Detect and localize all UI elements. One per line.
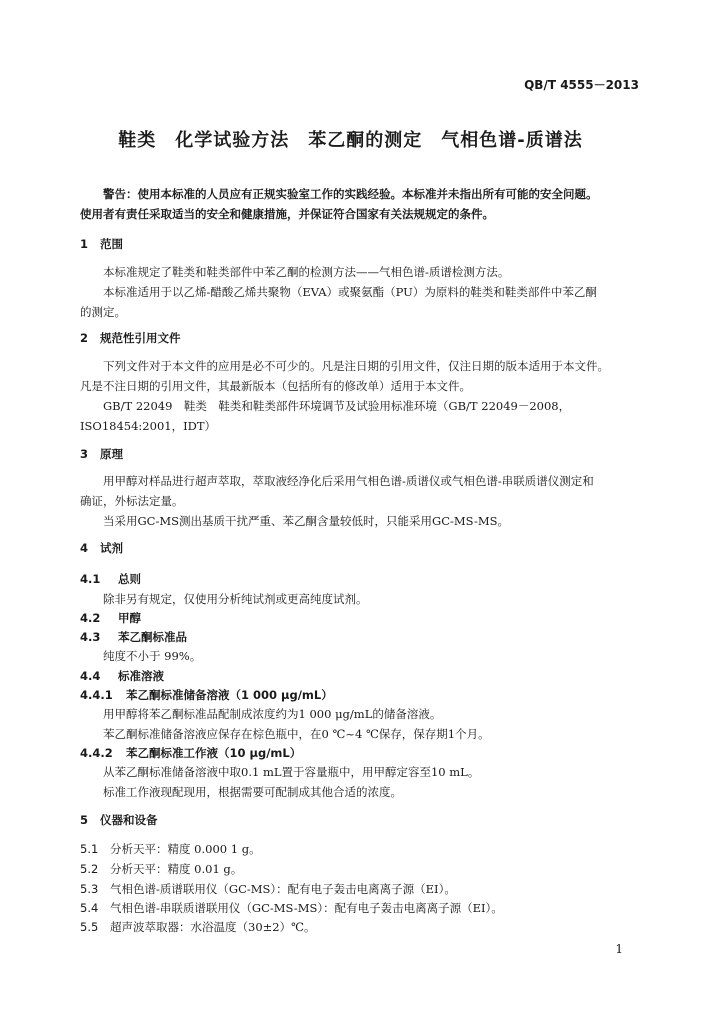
section-title: 原理	[100, 447, 123, 461]
subsection-number: 4.4.1	[80, 688, 113, 702]
section-number: 4	[80, 541, 89, 555]
section-heading-scope	[80, 236, 123, 252]
subsection-title: 甲醇	[118, 611, 141, 625]
section-number: 5	[80, 813, 89, 827]
item-text: 分析天平：精度 0.000 1 g。	[110, 842, 261, 856]
text-line: 苯乙酮标准储备溶液应保存在棕色瓶中，在0 ℃~4 ℃保存，保存期1个月。	[103, 727, 490, 741]
item-number: 5.5	[80, 920, 99, 934]
list-item	[80, 881, 456, 897]
section-number: 1	[80, 237, 89, 251]
text-line: 除非另有规定，仅使用分析纯试剂或更高纯度试剂。	[103, 592, 368, 606]
text-line: 凡是不注日期的引用文件，其最新版本（包括所有的修改单）适用于本文件。	[80, 379, 471, 393]
item-number: 5.1	[80, 842, 99, 856]
subsection-4-4-1-text	[80, 704, 640, 744]
text-line: 用甲醇对样品进行超声萃取，萃取液经净化后采用气相色谱-质谱仪或气相色谱-串联质谱仪测定和	[103, 474, 594, 488]
standard-code: QB/T 4555－2013	[524, 78, 639, 92]
section-number: 2	[80, 331, 89, 345]
list-item	[80, 841, 261, 857]
subsection-4-1	[80, 571, 141, 587]
subsection-4-2	[80, 610, 141, 626]
principle-paragraph	[80, 471, 640, 531]
subsection-4-4-2-text	[80, 762, 640, 802]
warning-line-1: 警告：使用本标准的人员应有正规实验室工作的实践经验。本标准并未指出所有可能的安全问题。	[103, 187, 598, 201]
subsection-number: 4.3	[80, 630, 101, 644]
text-line: 从苯乙酮标准储备溶液中取0.1 mL置于容量瓶中，用甲醇定容至10 mL。	[103, 765, 480, 779]
text-line: 确证，外标法定量。	[80, 494, 184, 508]
section-heading-references	[80, 330, 181, 346]
subsection-title: 苯乙酮标准工作液（10 μg/mL）	[126, 746, 302, 760]
item-number: 5.4	[80, 901, 99, 915]
warning-note	[80, 184, 640, 224]
subsection-number: 4.1	[80, 572, 101, 586]
page-number: 1	[615, 942, 623, 956]
section-title: 规范性引用文件	[100, 331, 181, 345]
text-line: 用甲醇将苯乙酮标准品配制成浓度约为1 000 μg/mL的储备溶液。	[103, 707, 442, 721]
section-title: 范围	[100, 237, 123, 251]
subsection-4-1-text	[80, 589, 640, 609]
subsection-number: 4.4	[80, 669, 101, 683]
text-line: 本标准规定了鞋类和鞋类部件中苯乙酮的检测方法——气相色谱-质谱检测方法。	[103, 265, 510, 279]
section-title: 仪器和设备	[100, 813, 158, 827]
text-line: GB/T 22049 鞋类 鞋类和鞋类部件环境调节及试验用标准环境（GB/T 22049－2008，	[103, 399, 571, 413]
section-heading-reagents	[80, 540, 123, 556]
section-heading-principle	[80, 446, 123, 462]
section-title: 试剂	[100, 541, 123, 555]
item-text: 气相色谱-串联质谱联用仪（GC-MS-MS）：配有电子轰击电离离子源（EI）。	[110, 901, 503, 915]
subsection-title: 苯乙酮标准储备溶液（1 000 μg/mL）	[126, 688, 333, 702]
text-line: 纯度不小于 99%。	[103, 649, 202, 663]
list-item	[80, 861, 242, 877]
subsection-4-4-2	[80, 745, 301, 761]
item-text: 气相色谱-质谱联用仪（GC-MS）：配有电子轰击电离离子源（EI）。	[110, 882, 456, 896]
text-line: ISO18454:2001，IDT）	[80, 419, 217, 433]
subsection-4-4	[80, 668, 164, 684]
subsection-title: 苯乙酮标准品	[118, 630, 187, 644]
text-line: 当采用GC-MS测出基质干扰严重、苯乙酮含量较低时，只能采用GC-MS-MS。	[103, 514, 510, 528]
item-text: 分析天平：精度 0.01 g。	[110, 862, 243, 876]
text-line: 本标准适用于以乙烯-醋酸乙烯共聚物（EVA）或聚氨酯（PU）为原料的鞋类和鞋类部件中苯乙酮	[103, 285, 597, 299]
item-number: 5.2	[80, 862, 99, 876]
subsection-4-4-1	[80, 687, 333, 703]
text-line: 下列文件对于本文件的应用是必不可少的。凡是注日期的引用文件，仅注日期的版本适用于本文件。	[103, 359, 609, 373]
warning-line-2: 使用者有责任采取适当的安全和健康措施，并保证符合国家有关法规规定的条件。	[80, 207, 494, 221]
references-paragraph	[80, 356, 640, 436]
section-heading-apparatus	[80, 812, 158, 828]
text-line: 的测定。	[80, 305, 126, 319]
item-number: 5.3	[80, 882, 99, 896]
text-line: 标准工作液现配现用，根据需要可配制成其他合适的浓度。	[103, 785, 402, 799]
subsection-number: 4.2	[80, 611, 101, 625]
document-title: 鞋类 化学试验方法 苯乙酮的测定 气相色谱-质谱法	[118, 130, 583, 151]
subsection-4-3	[80, 629, 187, 645]
subsection-number: 4.4.2	[80, 746, 113, 760]
list-item	[80, 900, 503, 916]
subsection-title: 总则	[118, 572, 141, 586]
scope-paragraph	[80, 262, 640, 322]
subsection-4-3-text	[80, 646, 640, 666]
subsection-title: 标准溶液	[118, 669, 164, 683]
section-number: 3	[80, 447, 89, 461]
item-text: 超声波萃取器：水浴温度（30±2）℃。	[110, 920, 316, 934]
list-item	[80, 919, 315, 935]
